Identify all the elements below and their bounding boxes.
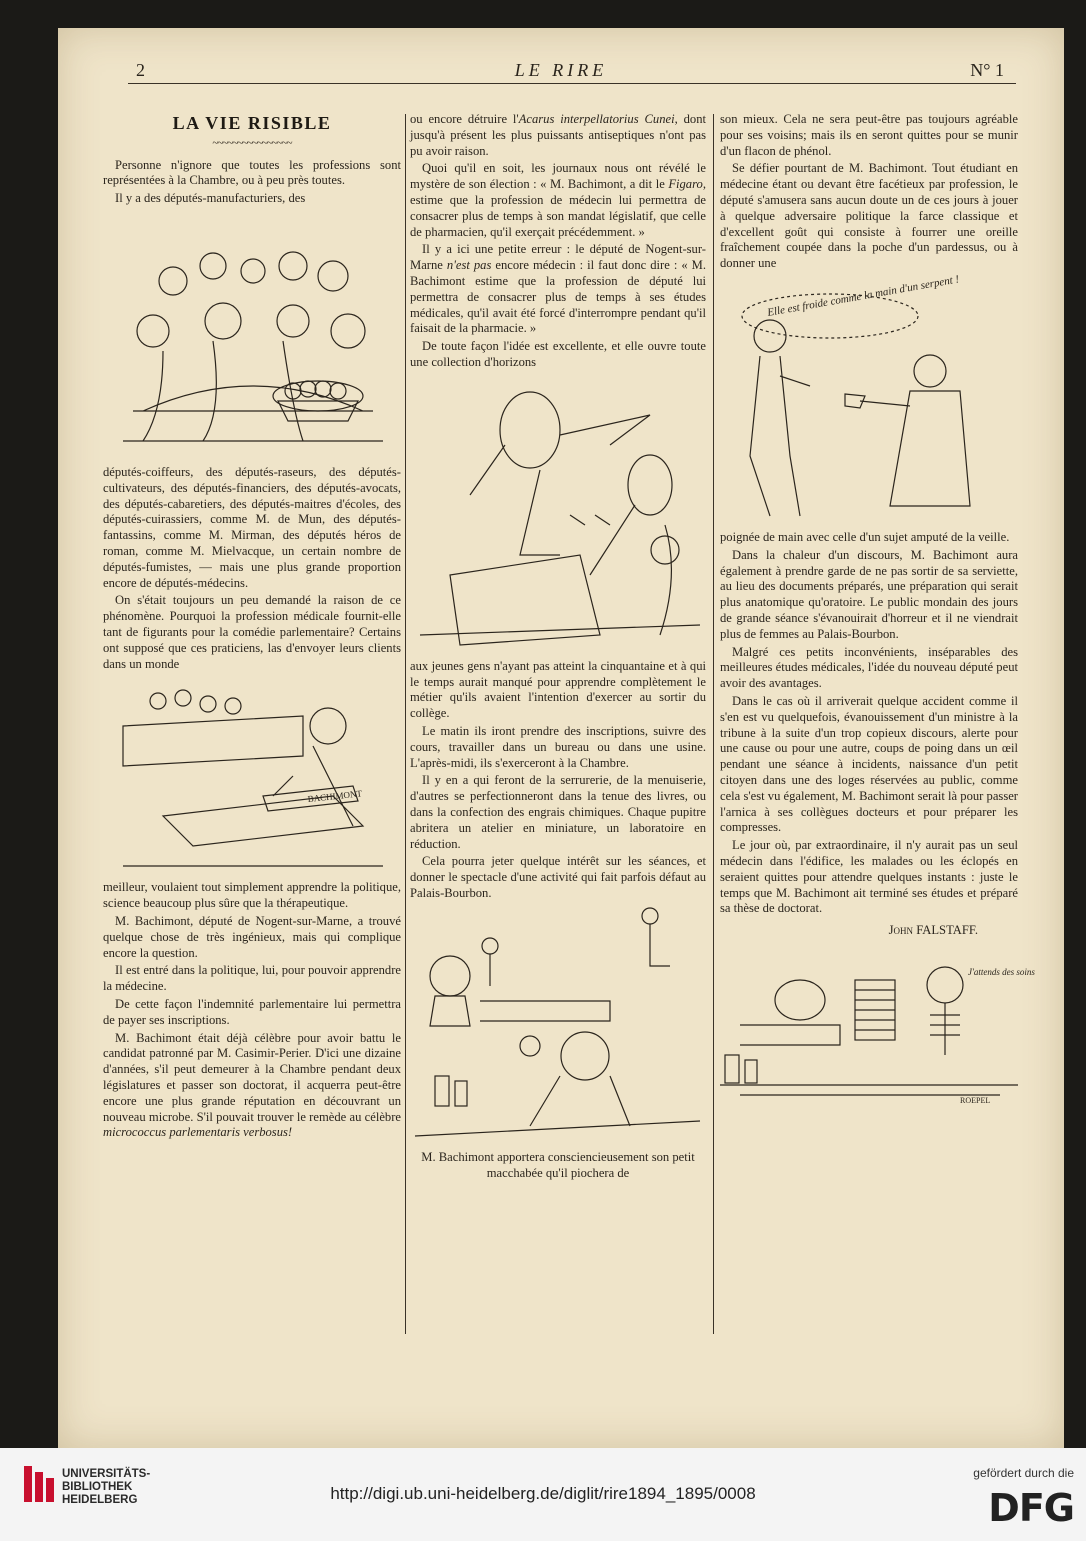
column-divider-2 — [713, 114, 714, 1334]
paragraph: députés-coiffeurs, des députés-raseurs, des députés-cultivateurs, des députés-financiers, des députés-avocats, des députés-cabaretiers, des députés-maitres d'écoles, des députés-cuirassiers, comme M. de Mun, des députés-fantassins, comme M. Mirman, des députés héros de roman, comme M. Mielvacque, un certain nombre de députés-fumistes, — mais une plus grande proportion encore de députés-médecins. — [103, 464, 401, 590]
skeleton-butterfly-net-illustration — [410, 375, 706, 655]
paragraph: De toute façon l'idée est excellente, et elle ouvre toute une collection d'horizons — [410, 339, 706, 369]
paragraph — [410, 161, 706, 240]
paragraph: Il est entré dans la politique, lui, pour pouvoir apprendre la médecine. — [103, 963, 401, 994]
paragraph: Personne n'ignore que toutes les professions sont représentées à la Chambre, ou à peu près toutes. — [103, 157, 401, 188]
newspaper-name: Figaro — [668, 177, 703, 192]
column-2 — [410, 112, 706, 1183]
paragraph: meilleur, voulaient tout simplement apprendre la politique, science beaucoup plus sûre que la thérapeutique. — [103, 880, 401, 911]
paragraph-text: , estime que la profession de médecin lui permettra de consacrer plus de temps à son mandat législatif, que celle de pharmacien, qu'il exerçait précédemment. » — [410, 177, 706, 239]
paragraph: Il y a des députés-manufacturiers, des — [115, 191, 306, 206]
paragraph: Dans la chaleur d'un discours, M. Bachimont aura également à prendre garde de ne pas sortir de sa serviette, au lieu des documents préparés, une préparation qui serait plus anatomique qu'oratoire. Le public mondain des jours de grande séance s'évanouirait d'horreur et il ne viendrait plus de femmes au Palais-Bourbon. — [720, 547, 1018, 641]
skeleton-reader-illustration — [720, 945, 1035, 1105]
paragraph: M. Bachimont apportera consciencieusement son petit macchabée qu'il piochera de — [421, 1149, 695, 1180]
column-3 — [720, 112, 1035, 1109]
paragraph: Dans le cas où il arriverait quelque accident comme il s'en est vu quelquefois, évanouissement d'un ministre à la tribune à la suite d'un trop copieux discours, alerte pour une cause ou pour une autre, coups de poing dans un œil pendant une séance à incidents, naissance d'un petit citoyen dans une des loges réservées au public, comme cela s'est vu également, M. Bachimont serait là pour passer l'arnica à ses collègues docteurs et pour préparer les compresses. — [720, 693, 1018, 835]
paragraph: Le jour où, par extraordinaire, il n'y aurait pas un seul médecin dans l'édifice, les malades ou les éclopés en seraient quittes pour attendre quelques instants : juste le temps que M. Bachimont ait terminé ses études et préparé sa thèse de doctorat. — [720, 838, 1018, 916]
laboratory-illustration — [410, 906, 706, 1146]
paragraph — [410, 242, 706, 337]
latin-term: Acarus interpellatorius Cunei — [518, 112, 675, 126]
paragraph: On s'était toujours un peu demandé la raison de ce phénomène. Pourquoi la profession médicale fournit-elle tant de figurants pour la comédie parlementaire? Certains ont supposé que ces praticiens, las d'envoyer leurs clients dans un monde — [103, 593, 401, 671]
author-signature: John FALSTAFF. — [888, 923, 978, 938]
paragraph-text: encore médecin : il faut donc dire : « M. Bachimont estime que la profession de député lui permettra de consacrer plus de temps à ses études médicales, qu'il avait été forcé d'interrompre pendant qu'il faisait de la pharmacie. » — [410, 258, 707, 336]
scanned-page — [58, 28, 1064, 1448]
header-rule — [128, 83, 1016, 84]
desk-label: BACHIMONT — [307, 788, 363, 805]
paragraph-text: M. Bachimont était déjà célèbre pour avoir battu le candidat patronné par M. Casimir-Perier. D'ici une dizaine d'années, s'il peut demeurer à la Chambre pendant deux législatures et passer son doctorat, il acquerra peut-être encore une plus grande réputation en découvrant un nouveau microbe. S'il pouvait trouver le remède au célèbre — [103, 1030, 401, 1124]
paragraph: Se défier pourtant de M. Bachimont. Tout étudiant en médecine étant ou devant être facétieux par profession, le député s'amusera sans aucun doute un de ces jours à jouer à quelque adversaire politique la farce classique et d'excellent goût qui consiste à fourrer une oreille fraîchement coupée dans la poche d'un pardessus, ou à donner une — [720, 161, 1018, 271]
paragraph-text: Il y a ici une petite erreur : le député de Nogent-sur-Marne — [410, 242, 706, 273]
paragraph — [410, 112, 706, 159]
latin-term: micrococcus parlementaris verbosus! — [103, 1125, 293, 1140]
paragraph: aux jeunes gens n'ayant pas atteint la cinquantaine et à qui le temps aurait manqué pour apprendre complètement le métier qu'ils avaient l'intention d'exercer au sortir du collège. — [410, 658, 706, 721]
deputy-at-desk-illustration — [103, 676, 401, 876]
paragraph: Cela pourra jeter quelque intérêt sur les séances, et donner le spectacle d'une activité qui fait parfois défaut au Palais-Bourbon. — [410, 854, 706, 900]
paragraph — [103, 1031, 401, 1142]
paragraph: Il y en a qui feront de la serrurerie, de la menuiserie, d'autres se perfectionneront dans la tenue des livres, ou dans la confection des engrais chimiques. Chaque pupitre abritera un atelier en miniature, un laboratoire en réduction. — [410, 773, 706, 851]
permalink-url[interactable]: http://digi.ub.uni-heidelberg.de/diglit/rire1894_1895/0008 — [330, 1484, 756, 1503]
paragraph-text: , dont jusqu'à présent les plus puissants antiseptiques n'ont pas pu avoir raison. — [410, 112, 706, 158]
title-ornament: ~~~~~~~~~~~~~~~~ — [212, 136, 292, 149]
issue-number: N° 1 — [970, 60, 1004, 80]
dfg-logo-icon: DFG — [988, 1486, 1074, 1530]
skeleton-bubble-text: J'attends des soins — [968, 966, 1035, 977]
paragraph-text: ou encore détruire l' — [410, 112, 519, 126]
library-name-line: HEIDELBERG — [62, 1494, 138, 1506]
paragraph-text: Quoi qu'il en soit, les journaux nous ont révélé le mystère de son élection : « M. Bachimont, a dit le — [410, 161, 706, 192]
page-number: 2 — [136, 60, 145, 80]
funding-label: gefördert durch die — [973, 1466, 1074, 1480]
deputies-crowd-illustration — [103, 211, 401, 461]
paragraph: De cette façon l'indemnité parlementaire lui permettra de payer ses inscriptions. — [103, 996, 401, 1027]
library-name-line: BIBLIOTHEK — [62, 1481, 133, 1493]
column-divider-1 — [405, 114, 406, 1334]
journal-title: LE RIRE — [514, 60, 608, 80]
speech-bubble-text: Elle est froide comme la main d'un serpent ! — [766, 273, 960, 319]
emphasis: n'est pas — [446, 258, 492, 273]
paragraph: son mieux. Cela ne sera peut-être pas toujours agréable pour ses voisins; mais ils en seront quittes pour se munir d'un flacon de phénol. — [720, 112, 1018, 158]
column-1 — [103, 112, 401, 1143]
paragraph: Malgré ces petits inconvénients, inséparables des meilleures études médicales, l'idée du nouveau député peut avoir des avantages. — [720, 644, 1018, 691]
paragraph: Le matin ils iront prendre des inscriptions, suivre des cours, travailler dans un bureau ou dans une usine. L'après-midi, ils s'exerceront à la Chambre. — [410, 723, 706, 770]
handshake-illustration — [720, 273, 1018, 526]
artist-signature: ROEPEL — [960, 1095, 991, 1105]
paragraph: M. Bachimont, député de Nogent-sur-Marne, a trouvé quelque chose de très ingénieux, mais qui complique encore la question. — [103, 913, 401, 960]
library-name-line: UNIVERSITÄTS- — [62, 1468, 151, 1480]
paragraph: poignée de main avec celle d'un sujet amputé de la veille. — [720, 529, 1010, 544]
viewer-footer — [0, 1448, 1086, 1541]
article-title: LA VIE RISIBLE — [172, 113, 332, 133]
